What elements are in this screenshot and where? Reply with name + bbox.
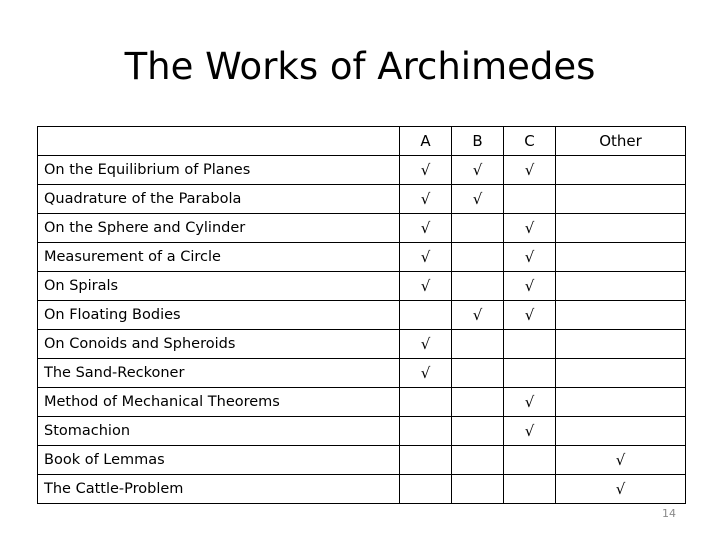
work-title-cell: On the Equilibrium of Planes [38, 156, 400, 185]
check-cell-c: √ [504, 214, 556, 243]
check-cell-other [556, 417, 686, 446]
check-cell-a: √ [400, 272, 452, 301]
work-title-cell: On Floating Bodies [38, 301, 400, 330]
work-title-cell: The Sand-Reckoner [38, 359, 400, 388]
header-cell-b: B [452, 127, 504, 156]
check-cell-a: √ [400, 330, 452, 359]
check-cell-a: √ [400, 243, 452, 272]
header-cell-c: C [504, 127, 556, 156]
check-cell-a: √ [400, 156, 452, 185]
work-title-cell: Book of Lemmas [38, 446, 400, 475]
slide-title: The Works of Archimedes [124, 45, 596, 88]
check-cell-c [504, 359, 556, 388]
check-cell-c [504, 475, 556, 504]
check-cell-other [556, 243, 686, 272]
check-cell-c: √ [504, 272, 556, 301]
table-row [38, 475, 686, 504]
table-row [38, 301, 686, 330]
check-cell-a [400, 417, 452, 446]
work-title-cell: Method of Mechanical Theorems [38, 388, 400, 417]
check-cell-b: √ [452, 301, 504, 330]
check-cell-a: √ [400, 185, 452, 214]
table-row [38, 214, 686, 243]
work-title-cell: On the Sphere and Cylinder [38, 214, 400, 243]
check-cell-b [452, 330, 504, 359]
table-row [38, 359, 686, 388]
check-cell-b [452, 417, 504, 446]
work-title-cell: Measurement of a Circle [38, 243, 400, 272]
table-row [38, 156, 686, 185]
check-cell-a: √ [400, 359, 452, 388]
check-cell-a: √ [400, 214, 452, 243]
check-cell-other: √ [556, 475, 686, 504]
check-cell-c: √ [504, 417, 556, 446]
check-cell-a [400, 475, 452, 504]
check-cell-b [452, 475, 504, 504]
table-row [38, 446, 686, 475]
check-cell-c [504, 185, 556, 214]
check-cell-c [504, 330, 556, 359]
check-cell-c [504, 446, 556, 475]
check-cell-b [452, 388, 504, 417]
table-row [38, 330, 686, 359]
works-table [37, 126, 686, 504]
check-cell-other [556, 214, 686, 243]
check-cell-b: √ [452, 156, 504, 185]
header-cell-blank [38, 127, 400, 156]
work-title-cell: Quadrature of the Parabola [38, 185, 400, 214]
check-cell-a [400, 446, 452, 475]
check-cell-c: √ [504, 301, 556, 330]
check-cell-a [400, 301, 452, 330]
header-cell-other: Other [556, 127, 686, 156]
check-cell-other [556, 272, 686, 301]
header-cell-a: A [400, 127, 452, 156]
check-cell-other [556, 156, 686, 185]
check-cell-other [556, 185, 686, 214]
table-row [38, 272, 686, 301]
check-cell-c: √ [504, 388, 556, 417]
page-number: 14 [662, 507, 676, 520]
check-cell-c: √ [504, 243, 556, 272]
check-cell-other [556, 388, 686, 417]
table-row [38, 185, 686, 214]
check-cell-b: √ [452, 185, 504, 214]
work-title-cell: On Conoids and Spheroids [38, 330, 400, 359]
check-cell-a [400, 388, 452, 417]
check-cell-other [556, 301, 686, 330]
table-row [38, 243, 686, 272]
work-title-cell: Stomachion [38, 417, 400, 446]
table-header-row [38, 127, 686, 156]
table-row [38, 417, 686, 446]
check-cell-b [452, 243, 504, 272]
check-cell-b [452, 359, 504, 388]
work-title-cell: The Cattle-Problem [38, 475, 400, 504]
work-title-cell: On Spirals [38, 272, 400, 301]
table-row [38, 388, 686, 417]
check-cell-other: √ [556, 446, 686, 475]
check-cell-c: √ [504, 156, 556, 185]
check-cell-other [556, 330, 686, 359]
check-cell-b [452, 214, 504, 243]
check-cell-b [452, 446, 504, 475]
check-cell-b [452, 272, 504, 301]
check-cell-other [556, 359, 686, 388]
